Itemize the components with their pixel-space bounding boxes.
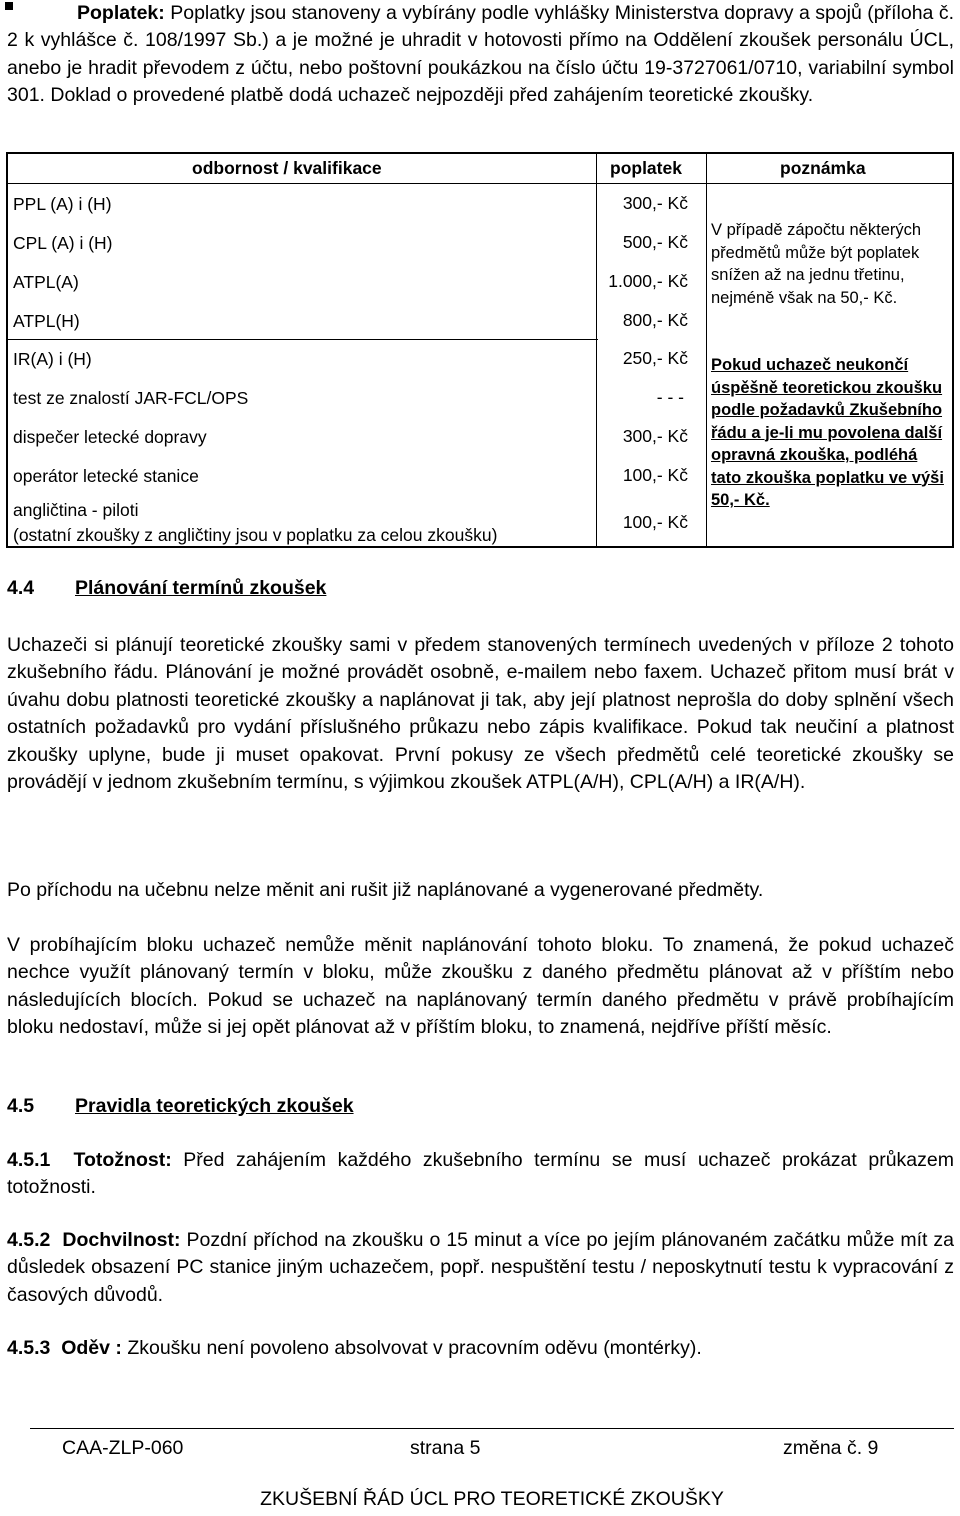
table-row-name: dispečer letecké dopravy: [13, 427, 207, 447]
section-title: Plánování termínů zkoušek: [75, 577, 327, 599]
section-title: Pravidla teoretických zkoušek: [75, 1095, 354, 1117]
rule-label: Dochvilnost:: [62, 1229, 181, 1251]
rule-number: 4.5.3: [7, 1337, 51, 1359]
table-row-name: operátor letecké stanice: [13, 466, 199, 486]
section-heading: [7, 1095, 354, 1118]
fee-table: [6, 152, 954, 548]
table-header-rule: [8, 183, 952, 184]
planning-paragraph: Uchazeči si plánují teoretické zkoušky sami v předem stanovených termínech uvedených v příloze 2 tohoto zkušebního řádu. Plánování je možné provádět osobně, e-mailem nebo faxem. Uchazeč přitom musí brát v úvahu dobu platnosti teoretické zkoušky a naplánovat ji tak, aby její platnost neprošla do doby splnění všech ostatních požadavků pro vydání příslušného průkazu nebo zápis kvalifikace. Pokud tak neučiní a platnost zkoušky uplyne, bude ji muset opakovat. První pokusy ze všech předmětů celé teoretické zkoušky se provádějí v jednom zkušebním termínu, s výjimkou zkoušek ATPL(A/H), CPL(A/H) a IR(A/H).: [7, 634, 954, 794]
table-row-fee: 500,- Kč: [622, 232, 688, 252]
fee-body: Poplatky jsou stanoveny a vybírány podle vyhlášky Ministerstva dopravy a spojů (příloha č. 2 k vyhlášce č. 108/1997 Sb.) a je možné je uhradit v hotovosti přímo na Oddělení zkoušek personálu ÚCL, anebo je hradit převodem z účtu, nebo poštovní poukázkou na číslo účtu 19-3727061/0710, variabilní symbol 301. Doklad o provedené platbě dodá uchazeč nejpozději před zahájením teoretické zkoušky.: [7, 2, 955, 107]
rule-item: [7, 1227, 954, 1309]
page-footer: [30, 1428, 954, 1510]
rule-number: 4.5.2: [7, 1229, 51, 1251]
rule-item: [7, 1147, 954, 1202]
fee-paragraph: [7, 0, 954, 110]
section-heading: [7, 577, 326, 600]
table-row-fee: 250,- Kč: [622, 348, 688, 368]
revision: změna č. 9: [783, 1437, 879, 1459]
rule-text: Před zahájením každého zkušebního termínu se musí uchazeč prokázat průkazem totožnosti.: [7, 1149, 954, 1199]
table-row-rule: [8, 339, 598, 340]
section-number: 4.4: [7, 577, 35, 599]
table-row-subnote: (ostatní zkoušky z angličtiny jsou v poplatku za celou zkoušku): [13, 525, 498, 545]
table-divider: [596, 154, 597, 546]
table-row-fee: 100,- Kč: [622, 465, 688, 485]
table-row-fee: 800,- Kč: [622, 310, 688, 330]
rule-label: Totožnost:: [73, 1149, 172, 1171]
rule-text: Pozdní příchod na zkoušku o 15 minut a více po jejím plánovaném začátku může mít za důsledek obsazení PC stanice jiným uchazečem, popř. nespuštění testu / neposkytnutí testu k vypracování z časových důvodů.: [7, 1229, 955, 1306]
footer-title: ZKUŠEBNÍ ŘÁD ÚCL PRO TEORETICKÉ ZKOUŠKY: [260, 1488, 724, 1510]
rule-text: Zkoušku není povoleno absolvovat v pracovním oděvu (montérky).: [127, 1337, 702, 1359]
bullet-icon: [5, 2, 13, 10]
page-number: strana 5: [410, 1437, 481, 1459]
table-row-fee: 300,- Kč: [622, 193, 688, 213]
table-row-fee: 1.000,- Kč: [608, 271, 688, 291]
rule-number: 4.5.1: [7, 1149, 51, 1171]
rule-label: Oděv :: [61, 1337, 122, 1359]
header-note: poznámka: [780, 158, 866, 178]
header-fee: poplatek: [610, 158, 682, 178]
table-row-name: test ze znalostí JAR-FCL/OPS: [13, 388, 249, 408]
table-row-name: PPL (A) i (H): [13, 194, 112, 214]
table-row-name: IR(A) i (H): [13, 349, 92, 369]
classroom-paragraph: Po příchodu na učebnu nelze měnit ani rušit již naplánované a vygenerované předměty.: [7, 879, 764, 901]
table-row-fee: 100,- Kč: [622, 512, 688, 532]
block-paragraph: V probíhajícím bloku uchazeč nemůže měnit naplánování tohoto bloku. To znamená, že pokud uchazeč nechce využít plánovaný termín v bloku, může zkoušku z daného předmětu plánovat až v příštím nebo následujících blocích. Pokud se uchazeč na naplánovaný termín daného předmětu v právě probíhajícím bloku nedostaví, může si jej opět plánovat až v příštím bloku, to znamená, nejdříve příští měsíc.: [7, 934, 954, 1039]
section-number: 4.5: [7, 1095, 35, 1117]
table-row-name: angličtina - piloti: [13, 500, 139, 520]
table-row-fee: - - -: [656, 387, 684, 407]
note-retake: Pokud uchazeč neukončí úspěšně teoretickou zkoušku podle požadavků Zkušebního řádu a je-li mu povolena další opravná zkouška, podléhá tato zkouška poplatku ve výši 50,- Kč.: [711, 356, 944, 509]
table-row-fee: 300,- Kč: [622, 426, 688, 446]
table-divider: [706, 154, 707, 546]
fee-text: [7, 0, 954, 110]
doc-code: CAA-ZLP-060: [62, 1437, 184, 1459]
rule-item: [7, 1335, 954, 1362]
note-reduction: V případě zápočtu některých předmětů může být poplatek snížen až na jednu třetinu, nejméně však na 50,- Kč.: [711, 221, 922, 307]
table-row-name: ATPL(A): [13, 272, 79, 292]
table-row-name: ATPL(H): [13, 311, 80, 331]
fee-label: Poplatek:: [77, 2, 165, 24]
table-row-name: CPL (A) i (H): [13, 233, 113, 253]
header-qualification: odbornost / kvalifikace: [192, 158, 382, 178]
